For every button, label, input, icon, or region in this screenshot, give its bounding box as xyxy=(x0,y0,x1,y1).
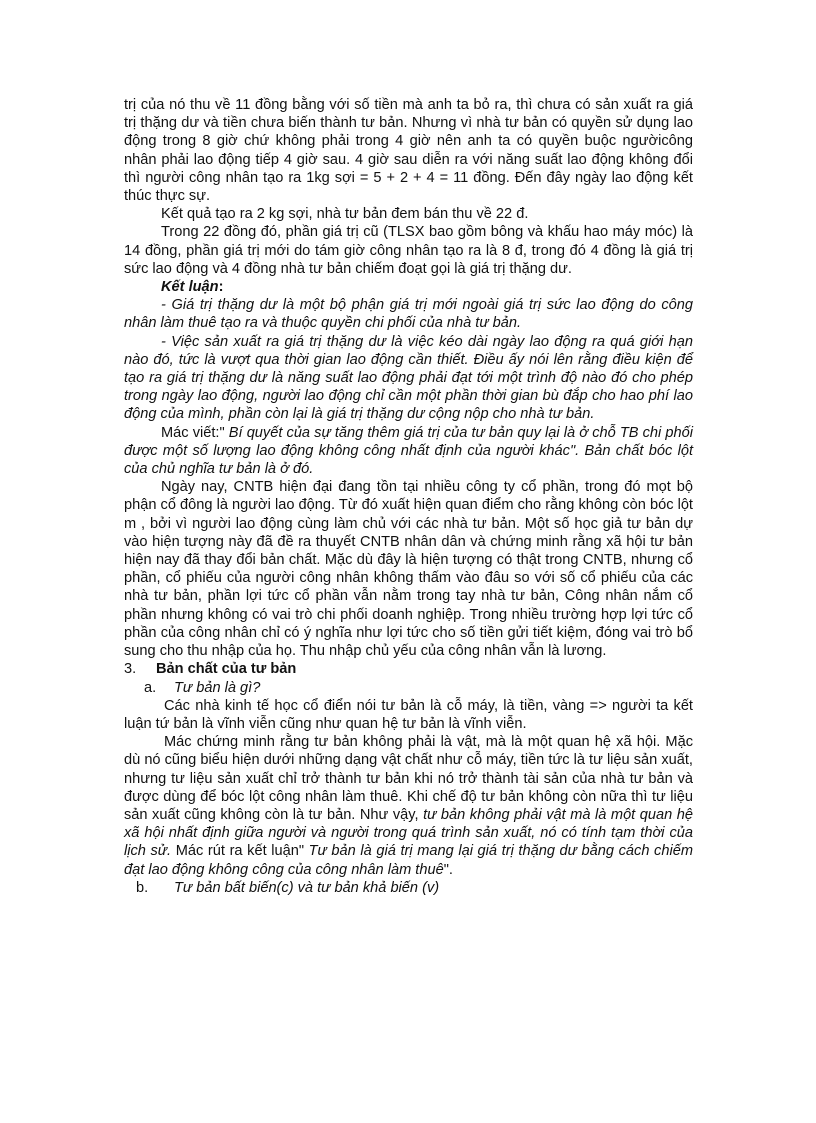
conclusion-colon: : xyxy=(218,279,224,296)
marx-lead: Mác viết:" xyxy=(161,424,229,441)
marx-view-tail: Mác rút ra kết luận" xyxy=(171,843,309,860)
paragraph-classical-view: Các nhà kinh tế học cổ điển nói tư bản là cỗ máy, là tiền, vàng => người ta kết luận tứ bản là vĩnh viễn cũng như quan hệ tư bản là vĩnh viễn. xyxy=(124,697,693,732)
section-3-heading xyxy=(124,660,693,678)
marx-quote: Bí quyết của sự tăng thêm giá trị của tư bản quy lại là ở chỗ TB chi phối được một số lượng lao động không công nhất định của người khác". Bản chất bóc lột của chủ nghĩa tư bản là ở đó. xyxy=(124,424,694,478)
paragraph-value-split: Trong 22 đồng đó, phần giá trị cũ (TLSX bao gồm bông và khấu hao máy móc) là 14 đồng, phần giá trị mới do tám giờ công nhân tạo ra là 8 đ, trong đó 4 đồng là giá trị sức lao động và 4 đồng nhà tư bản chiếm đoạt gọi là giá trị thặng dư. xyxy=(124,224,693,277)
conclusion-point-2: - Việc sản xuất ra giá trị thặng dư là việc kéo dài ngày lao động ra quá giới hạn nào đó, tức là vượt qua thời gian lao động cần thiết. Điều ấy nói lên rằng điều kiện để tạo ra giá trị thặng dư là năng suất lao động phải đạt tới một trình độ nào đó cho phép trong ngày lao động, người lao động chỉ cần một phần thời gian bù đắp cho hao phí lao động của mình, phần còn lại là giá trị thặng dư cộng nộp cho nhà tư bản. xyxy=(124,333,693,423)
conclusion-point-1: - Giá trị thặng dư là một bộ phận giá trị mới ngoài giá trị sức lao động do công nhân làm thuê tạo ra và thuộc quyền chi phối của nhà tư bản. xyxy=(124,297,693,332)
marx-view-italic: tư bản không phải vật mà là một quan hệ xã hội nhất định giữa người và người trong quá trình sản xuất, nó có tính tạm thời của lịch sử. xyxy=(124,806,694,860)
subsection-a-title: Tư bản là gì? xyxy=(174,679,261,696)
subsection-b-letter: b. xyxy=(136,879,149,896)
conclusion-label: Kết luận xyxy=(161,279,219,296)
conclusion-heading xyxy=(124,278,693,296)
subsection-b-heading xyxy=(124,879,693,897)
section-3-number: 3. xyxy=(124,661,137,678)
marx-quote-paragraph xyxy=(124,424,693,479)
paragraph-marx-view xyxy=(124,733,693,879)
paragraph-result: Kết quả tạo ra 2 kg sợi, nhà tư bản đem bán thu về 22 đ. xyxy=(161,206,529,223)
subsection-b-title: Tư bản bất biến(c) và tư bản khả biến (v) xyxy=(174,879,440,896)
document-page xyxy=(124,96,693,897)
paragraph-modern-capitalism: Ngày nay, CNTB hiện đại đang tồn tại nhiều công ty cổ phần, trong đó mọt bộ phận cổ đông là người lao động. Từ đó xuất hiện quan điểm cho rằng không còn bóc lột m , bởi vì người lao động cùng làm chủ với các nhà tư bản. Một số học giả tư bản dự vào hiện tượng này đã đề ra thuyết CNTB nhân dân và chứng minh rằng xã hội tư bản hiện nay đã thay đổi bản chất. Mặc dù đây là hiện tượng có thật trong CNTB, nhưng cổ phần, cổ phiếu của người công nhân không thấm vào đâu so với số cổ phiếu của các nhà tư bản, phần lợi tức cổ phần vẫn nằm trong tay nhà tư bản, Công nhân nắm cổ phần nhưng không có vai trò chi phối doanh nghiệp. Trong nhiều trường hợp lợi tức cổ phần của công nhân chỉ có ý nghĩa như lợi tức cho số tiền gửi tiết kiệm, đóng vai trò bổ sung cho thu nhập của họ. Thu nhập chủ yếu của công nhân vẫn là lương. xyxy=(124,479,693,660)
marx-view-text: Mác chứng minh rằng tư bản không phải là vật, mà là một quan hệ xã hội. Mặc dù nó cũng biểu hiện dưới những dạng vật chất như cỗ máy, tiền tức là tư liệu sản xuất, nhưng tư liệu sản xuất chỉ trở thành tư bản khi nó trở thành tài sản của nhà tư bản và được dùng để bóc lột công nhân làm thuê. Khi chế độ tư bản không còn nữa thì tư liệu sản xuất cũng không còn là tư bản. Như vậy, xyxy=(124,734,693,823)
subsection-a-heading xyxy=(124,679,693,697)
marx-view-end: ". xyxy=(443,861,453,878)
section-3-title: Bản chất của tư bản xyxy=(156,661,297,678)
paragraph-surplus-calc: trị của nó thu về 11 đồng bằng với số tiền mà anh ta bỏ ra, thì chưa có sản xuất ra giá trị thặng dư và tiền chưa biến thành tư bản. Nhưng vì nhà tư bản có quyền sử dụng lao động trong 8 giờ chứ không phải trong 4 giờ nên anh ta có quyền buộc ngườicông nhân phải lao động tiếp 4 giờ sau. 4 giờ sau diễn ra với năng suất lao động không đổi thì người công nhân tạo ra 1kg sợi = 5 + 2 + 4 = 11 đồng. Đến đây ngày lao động kết thúc thực sự. xyxy=(124,97,693,205)
capital-definition-quote: Tư bản là giá trị mang lại giá trị thặng dư bằng cách chiếm đạt lao động không công của công nhân làm thuê xyxy=(124,843,693,878)
subsection-a-letter: a. xyxy=(144,679,157,696)
